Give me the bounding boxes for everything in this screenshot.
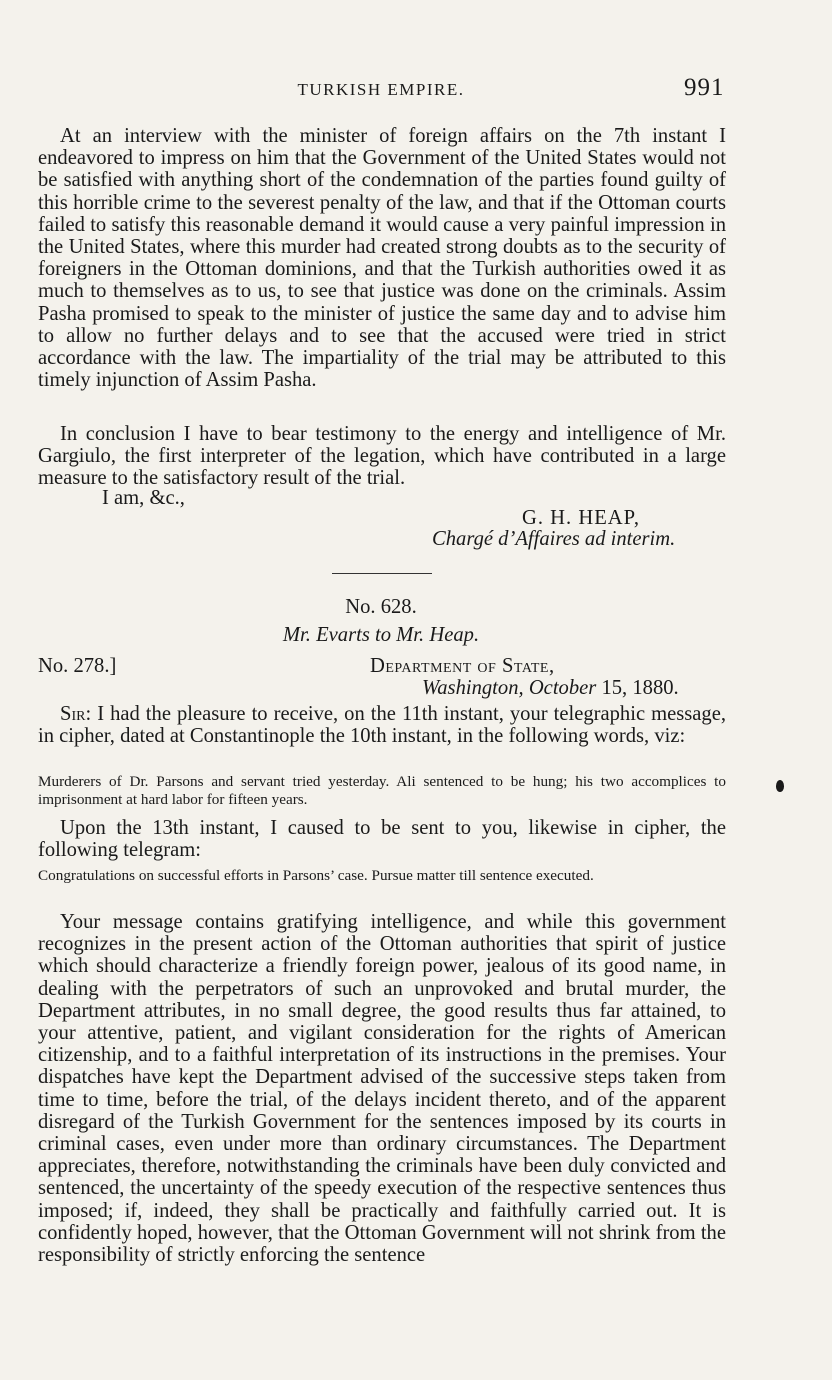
dateline-day-year: 15, 1880. bbox=[601, 677, 679, 699]
signature-name: G. H. HEAP, bbox=[522, 507, 640, 529]
dateline bbox=[422, 677, 679, 700]
letter1-paragraph-1: At an interview with the minister of foreign affairs on the 7th instant I endeavored to impress on him that the Government of the United States would not be satisfied with anything short of the condemnation of the parties found guilty of this horrible crime to the severest penalty of the law, and that if the Ottoman courts failed to satisfy this reasonable demand it would cause a very painful impression in the United States, where this murder had created strong doubts as to the security of foreigners in the Ottoman dominions, and that the Turkish authorities owed it as much to themselves as to us, to see that justice was done on the criminals. Assim Pasha promised to speak to the minister of justice the same day and to advise him to allow no further delays and to see that the accused were tried in strict accordance with the law. The impartiality of the trial may be attributed to this timely injunction of Assim Pasha. bbox=[38, 125, 726, 392]
dateline-month: October bbox=[528, 677, 597, 699]
document-number: No. 628. bbox=[345, 596, 417, 618]
telegram-quote-1: Murderers of Dr. Parsons and servant tried yesterday. Ali sentenced to be hung; his two accomplices to imprisonment at hard labor for fifteen years. bbox=[38, 773, 726, 808]
signature-title: Chargé d’Affaires ad interim. bbox=[432, 528, 676, 550]
department-heading: Department of State, bbox=[370, 655, 555, 677]
telegram-quote-2: Congratulations on successful efforts in Parsons’ case. Pursue matter till sentence executed. bbox=[38, 867, 594, 884]
ink-blot-mark bbox=[776, 780, 784, 792]
reference-number: No. 278.] bbox=[38, 655, 117, 677]
document-title: Mr. Evarts to Mr. Heap. bbox=[282, 624, 480, 646]
salutation: Sir: bbox=[60, 703, 92, 725]
letter2-paragraph-1: Sir: I had the pleasure to receive, on the 11th instant, your telegraphic message, in cipher, dated at Constantinople the 10th instant, in the following words, viz: bbox=[38, 703, 727, 748]
letter2-paragraph-2: Upon the 13th instant, I caused to be sent to you, likewise in cipher, the following telegram: bbox=[38, 817, 726, 862]
page-number: 991 bbox=[684, 74, 725, 101]
letter2-paragraph-3: Your message contains gratifying intelligence, and while this government recognizes in the present action of the Ottoman authorities that spirit of justice which should characterize a friendly foreign power, jealous of its good name, in dealing with the perpetrators of such an unprovoked and brutal murder, the Department attributes, in no small degree, the good results thus far attained, to your attentive, patient, and vigilant consideration for the rights of American citizenship, and to a faithful interpretation of its instructions in the premises. Your dispatches have kept the Department advised of the successive steps taken from time to time, before the trial, of the delays incident thereto, and of the apparent disregard of the Turkish Government for the sentences imposed by its courts in criminal cases, even under more than ordinary circumstances. The Department appreciates, therefore, notwithstanding the criminals have been duly convicted and sentenced, the uncertainty of the speedy execution of the respective sentences thus imposed; if, indeed, they shall be practically and faithfully carried out. It is confidently hoped, however, that the Ottoman Government will not shrink from the responsibility of strictly enforcing the sentence bbox=[38, 911, 726, 1267]
letter-closing: I am, &c., bbox=[102, 487, 185, 509]
section-divider bbox=[332, 573, 432, 574]
letter1-paragraph-2: In conclusion I have to bear testimony to the energy and intelligence of Mr. Gargiulo, the first interpreter of the legation, which have contributed in a large measure to the satisfactory result of the trial. bbox=[38, 423, 726, 490]
running-header: TURKISH EMPIRE. bbox=[297, 80, 465, 99]
dateline-place: Washington, bbox=[422, 677, 524, 699]
